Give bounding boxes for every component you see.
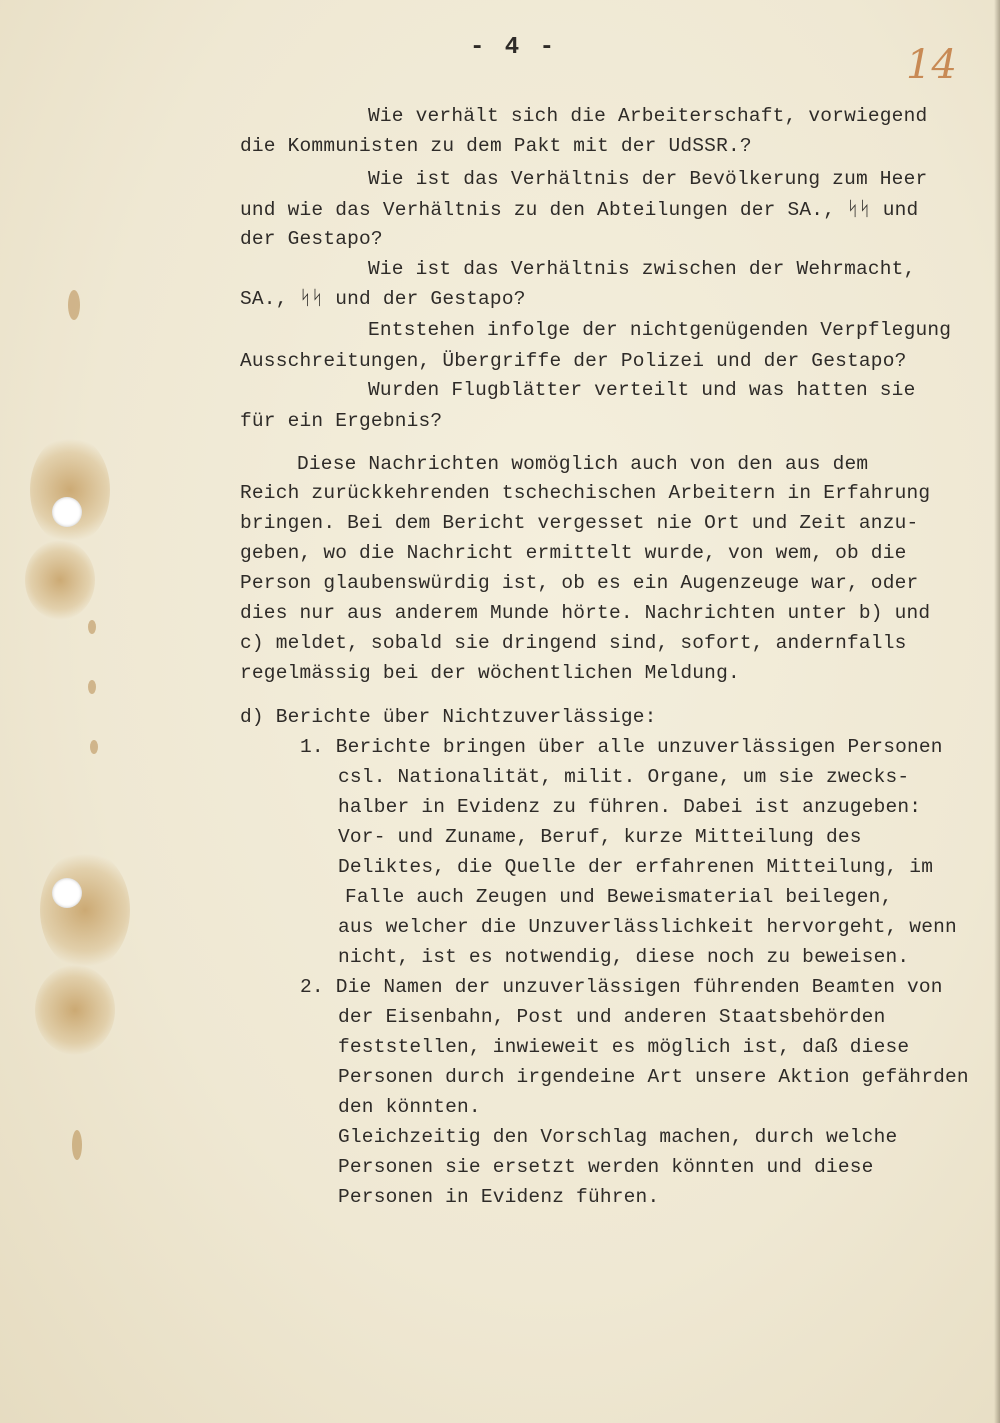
text-line: bringen. Bei dem Bericht vergesset nie Ort und Zeit anzu-: [240, 512, 919, 534]
text-line: Reich zurückkehrenden tschechischen Arbeitern in Erfahrung: [240, 482, 931, 504]
stain-top: [30, 435, 110, 545]
stain-lower: [40, 850, 130, 970]
text-line: den könnten.: [338, 1096, 481, 1118]
page-edge-shadow: [994, 0, 1000, 1423]
spot-2: [88, 620, 96, 634]
text-line: Wurden Flugblätter verteilt und was hatten sie: [368, 379, 916, 401]
text-line: Entstehen infolge der nichtgenügenden Verpflegung: [368, 319, 952, 341]
text-line: der Gestapo?: [240, 228, 383, 250]
page-number: - 4 -: [470, 34, 558, 61]
text-line: Gleichzeitig den Vorschlag machen, durch welche: [338, 1126, 898, 1148]
text-line: 1. Berichte bringen über alle unzuverlässigen Personen: [300, 736, 943, 758]
text-line: Personen durch irgendeine Art unsere Aktion gefährden: [338, 1066, 969, 1088]
text-line: SA., ᛋᛋ und der Gestapo?: [240, 288, 526, 310]
text-line: csl. Nationalität, milit. Organe, um sie zwecks-: [338, 766, 910, 788]
text-line: Person glaubenswürdig ist, ob es ein Augenzeuge war, oder: [240, 572, 919, 594]
stain-middle: [25, 540, 95, 620]
spot-1: [68, 290, 80, 320]
text-line: für ein Ergebnis?: [240, 410, 443, 432]
text-line: Ausschreitungen, Übergriffe der Polizei und der Gestapo?: [240, 350, 907, 372]
text-line: halber in Evidenz zu führen. Dabei ist anzugeben:: [338, 796, 922, 818]
text-line: Personen in Evidenz führen.: [338, 1186, 660, 1208]
spot-5: [72, 1130, 82, 1160]
text-line: dies nur aus anderem Munde hörte. Nachrichten unter b) und: [240, 602, 931, 624]
text-line: nicht, ist es notwendig, diese noch zu beweisen.: [338, 946, 910, 968]
text-line: feststellen, inwieweit es möglich ist, daß diese: [338, 1036, 910, 1058]
punch-hole-top: [52, 497, 82, 527]
text-line: regelmässig bei der wöchentlichen Meldung.: [240, 662, 740, 684]
section-heading: d) Berichte über Nichtzuverlässige:: [240, 706, 657, 728]
text-line: Diese Nachrichten womöglich auch von den aus dem: [297, 453, 869, 475]
punch-hole-bottom: [52, 878, 82, 908]
text-line: Deliktes, die Quelle der erfahrenen Mitteilung, im: [338, 856, 934, 878]
text-line: Wie ist das Verhältnis zwischen der Wehrmacht,: [368, 258, 916, 280]
stain-bottom: [35, 965, 115, 1055]
text-line: c) meldet, sobald sie dringend sind, sofort, andernfalls: [240, 632, 907, 654]
text-line: Wie ist das Verhältnis der Bevölkerung zum Heer: [368, 168, 928, 190]
spot-4: [90, 740, 98, 754]
text-line: die Kommunisten zu dem Pakt mit der UdSSR.?: [240, 135, 752, 157]
text-line: Wie verhält sich die Arbeiterschaft, vorwiegend: [368, 105, 928, 127]
text-line: der Eisenbahn, Post und anderen Staatsbehörden: [338, 1006, 886, 1028]
text-line: aus welcher die Unzuverlässlichkeit hervorgeht, wenn: [338, 916, 957, 938]
text-line: Vor- und Zuname, Beruf, kurze Mitteilung des: [338, 826, 862, 848]
text-line: 2. Die Namen der unzuverlässigen führenden Beamten von: [300, 976, 943, 998]
handwritten-folio-number: 14: [906, 42, 957, 88]
text-line: Personen sie ersetzt werden könnten und diese: [338, 1156, 874, 1178]
text-line: Falle auch Zeugen und Beweismaterial beilegen,: [345, 886, 893, 908]
text-line: und wie das Verhältnis zu den Abteilungen der SA., ᛋᛋ und: [240, 199, 919, 221]
spot-3: [88, 680, 96, 694]
text-line: geben, wo die Nachricht ermittelt wurde, von wem, ob die: [240, 542, 907, 564]
